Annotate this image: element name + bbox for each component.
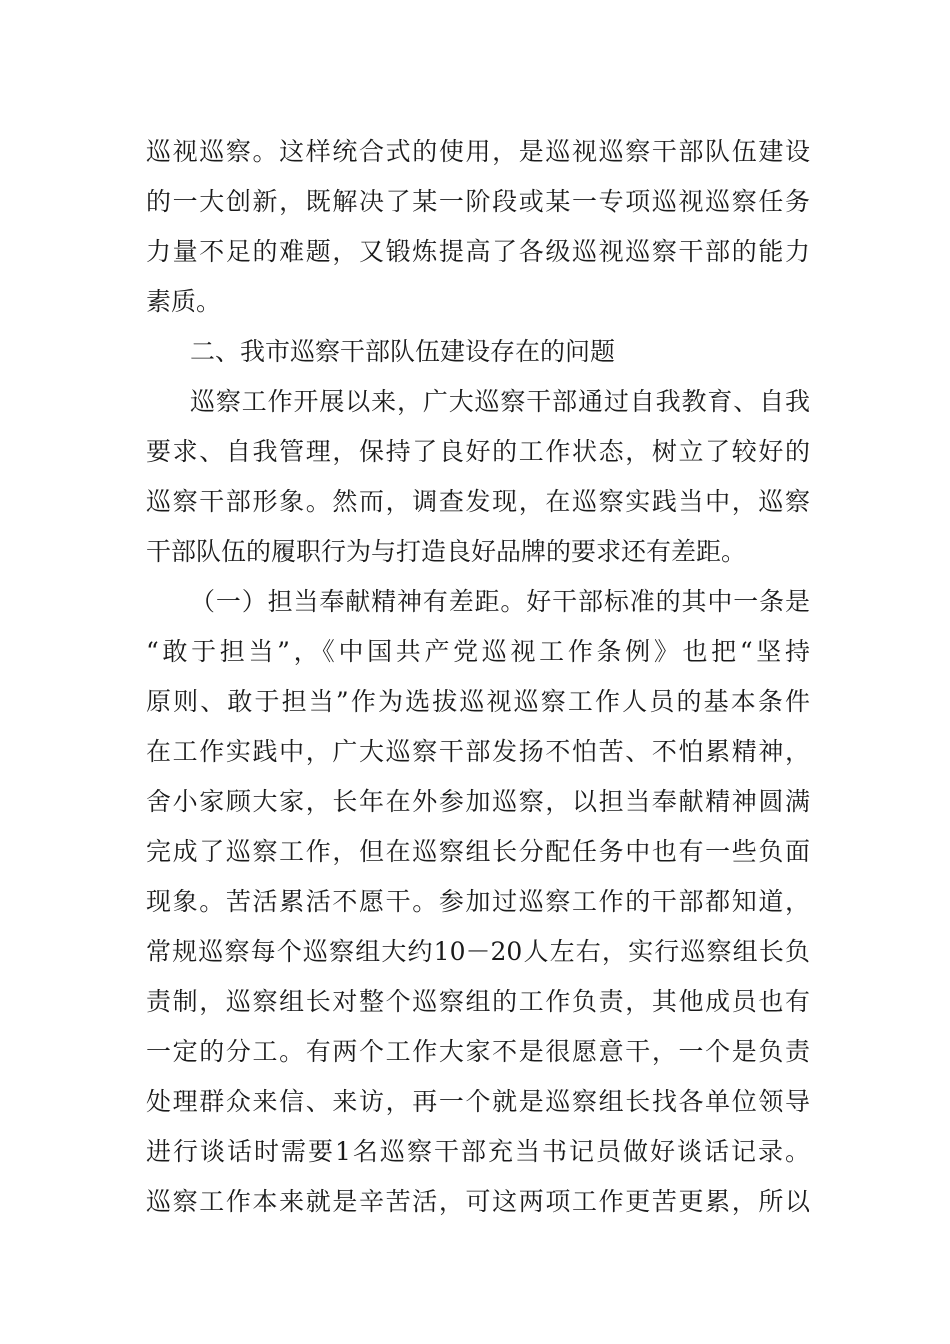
body-text-line: 一定的分工。有两个工作大家不是很愿意干，一个是负责	[146, 1037, 810, 1066]
body-text-line: 常规巡察每个巡察组大约10－20人左右，实行巡察组长负	[146, 937, 810, 966]
body-text-line: “敢于担当”，《中国共产党巡视工作条例》也把“坚持	[146, 637, 810, 666]
body-text-line: 舍小家顾大家，长年在外参加巡察，以担当奉献精神圆满	[146, 787, 810, 816]
body-text-line: 原则、敢于担当”作为选拔巡视巡察工作人员的基本条件	[146, 687, 810, 716]
body-text-line: 巡察工作本来就是辛苦活，可这两项工作更苦更累，所以	[146, 1187, 810, 1216]
body-text-line: 巡视巡察。这样统合式的使用，是巡视巡察干部队伍建设	[146, 137, 810, 166]
body-text-line: 处理群众来信、来访，再一个就是巡察组长找各单位领导	[146, 1087, 810, 1116]
body-text-line: 要求、自我管理，保持了良好的工作状态，树立了较好的	[146, 437, 810, 466]
body-text-line: 巡察工作开展以来，广大巡察干部通过自我教育、自我	[190, 387, 810, 416]
section-heading: 二、我市巡察干部队伍建设存在的问题	[190, 337, 616, 366]
body-text-line: 素质。	[146, 287, 222, 316]
body-text-line: 进行谈话时需要1名巡察干部充当书记员做好谈话记录。	[146, 1137, 810, 1166]
body-text-line: 的一大创新，既解决了某一阶段或某一专项巡视巡察任务	[146, 187, 810, 216]
body-text-line: 巡察干部形象。然而，调查发现，在巡察实践当中，巡察	[146, 487, 810, 516]
body-text-line: 责制，巡察组长对整个巡察组的工作负责，其他成员也有	[146, 987, 810, 1016]
body-text-line: 现象。苦活累活不愿干。参加过巡察工作的干部都知道，	[146, 887, 810, 916]
body-text-line: 力量不足的难题，又锻炼提高了各级巡视巡察干部的能力	[146, 237, 810, 266]
body-text-line: 在工作实践中，广大巡察干部发扬不怕苦、不怕累精神，	[146, 737, 810, 766]
body-text-line: 完成了巡察工作，但在巡察组长分配任务中也有一些负面	[146, 837, 810, 866]
body-text-line: 干部队伍的履职行为与打造良好品牌的要求还有差距。	[146, 537, 747, 566]
subsection-heading-line: （一）担当奉献精神有差距。好干部标准的其中一条是	[190, 587, 810, 616]
